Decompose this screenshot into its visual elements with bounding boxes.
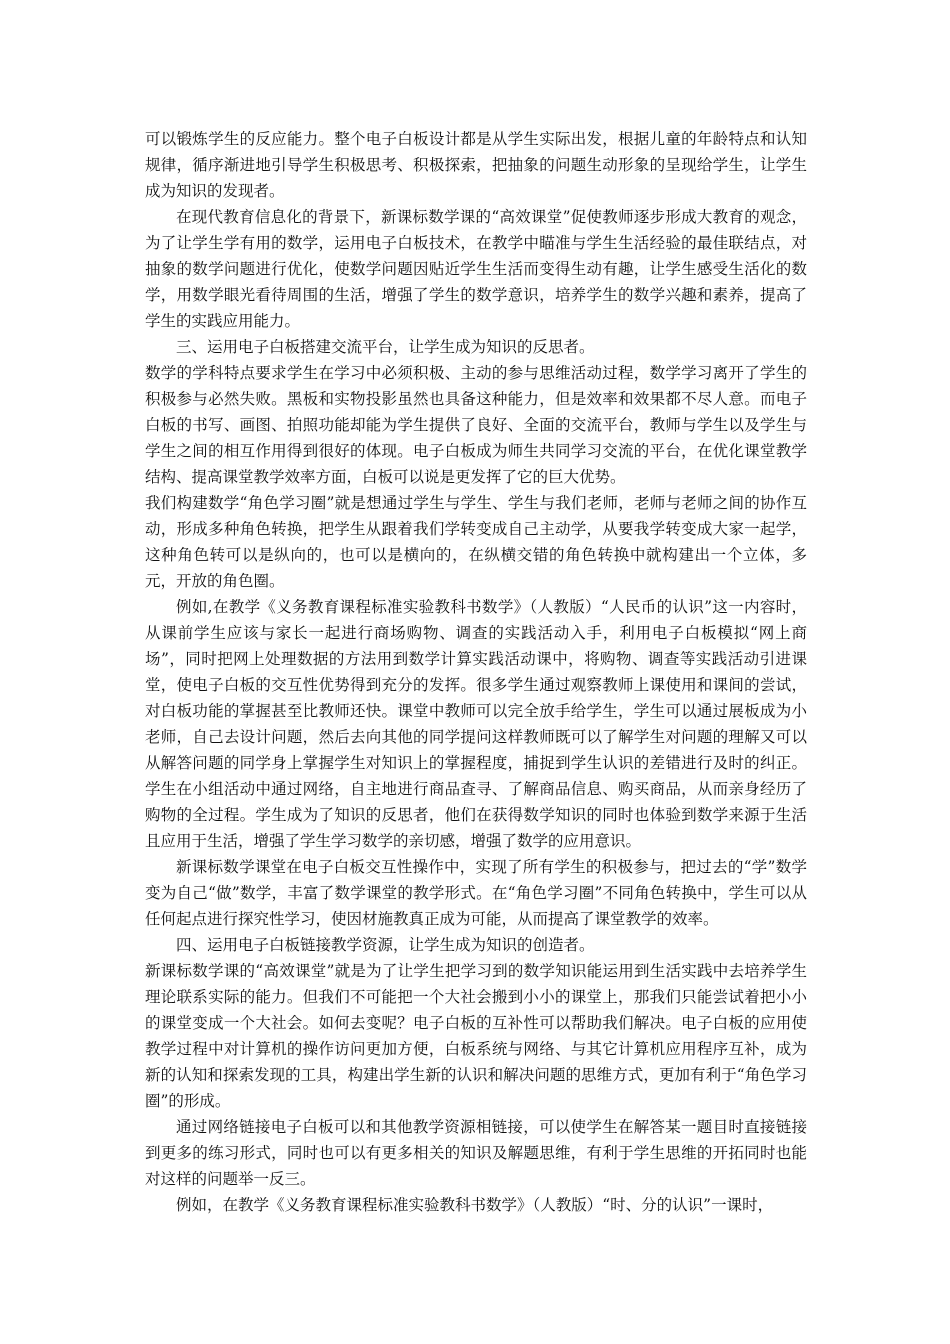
paragraph-9: 新课标数学课的“高效课堂”就是为了让学生把学习到的数学知识能运用到生活实践中去培养学生理论联系实际的能力。但我们不可能把一个大社会搬到小小的课堂上，那我们只能尝试着把小小的课堂变成一个大社会。如何去变呢？电子白板的互补性可以帮助我们解决。电子白板的应用使教学过程中对计算机的操作访问更加方便，白板系统与网络、与其它计算机应用程序互补，成为新的认知和探索发现的工具，构建出学生新的认识和解决问题的思维方式，更加有利于“角色学习圈”的形成。 bbox=[145, 962, 807, 1110]
paragraph-6: 例如,在教学《义务教育课程标准实验教科书数学》（人教版）“人民币的认识”这一内容时，从课前学生应该与家长一起进行商场购物、调查的实践活动入手，利用电子白板模拟“网上商场”，同时把网上处理数据的方法用到数学计算实践活动课中，将购物、调查等实践活动引进课堂，使电子白板的交互性优势得到充分的发挥。很多学生通过观察教师上课使用和课间的尝试，对白板功能的掌握甚至比教师还快。课堂中教师可以完全放手给学生，学生可以通过展板成为小老师，自己去设计问题，然后去向其他的同学提问这样教师既可以了解学生对问题的理解又可以从解答问题的同学身上掌握学生对知识上的掌握程度，捕捉到学生认识的差错进行及时的纠正。学生在小组活动中通过网络，自主地进行商品查寻、了解商品信息、购买商品，从而亲身经历了购物的全过程。学生成为了知识的反思者，他们在获得数学知识的同时也体验到数学来源于生活且应用于生活，增强了学生学习数学的亲切感，增强了数学的应用意识。 bbox=[145, 598, 807, 850]
paragraph-11: 例如，在教学《义务教育课程标准实验教科书数学》（人教版）“时、分的认识”一课时， bbox=[176, 1196, 774, 1214]
paragraph-2: 在现代教育信息化的背景下，新课标数学课的“高效课堂”促使教师逐步形成大教育的观念，为了让学生学有用的数学，运用电子白板技术，在教学中瞄准与学生生活经验的最佳联结点，对抽象的数学问题进行优化，使数学问题因贴近学生生活而变得生动有趣，让学生感受生活化的数学，用数学眼光看待周围的生活，增强了学生的数学意识，培养学生的数学兴趣和素养，提高了学生的实践应用能力。 bbox=[145, 208, 807, 330]
paragraph-5: 我们构建数学“角色学习圈”就是想通过学生与学生、学生与我们老师，老师与老师之间的协作互动，形成多种角色转换，把学生从跟着我们学转变成自己主动学，从要我学转变成大家一起学，这种角色转可以是纵向的，也可以是横向的，在纵横交错的角色转换中就构建出一个立体，多元，开放的角色圈。 bbox=[145, 494, 807, 590]
document-body bbox=[145, 126, 807, 1218]
paragraph-10: 通过网络链接电子白板可以和其他教学资源相链接，可以使学生在解答某一题目时直接链接到更多的练习形式，同时也可以有更多相关的知识及解题思维，有利于学生思维的开拓同时也能对这样的问题举一反三。 bbox=[145, 1118, 807, 1188]
paragraph-1: 可以锻炼学生的反应能力。整个电子白板设计都是从学生实际出发，根据儿童的年龄特点和认知规律，循序渐进地引导学生积极思考、积极探索，把抽象的问题生动形象的呈现给学生，让学生成为知识的发现者。 bbox=[145, 130, 807, 200]
section-heading-4: 四、运用电子白板链接教学资源，让学生成为知识的创造者。 bbox=[176, 936, 595, 954]
section-heading-3: 三、运用电子白板搭建交流平台，让学生成为知识的反思者。 bbox=[176, 338, 595, 356]
paragraph-7: 新课标数学课堂在电子白板交互性操作中，实现了所有学生的积极参与，把过去的“学”数学变为自己“做”数学，丰富了数学课堂的教学形式。在“角色学习圈”不同角色转换中，学生可以从任何起点进行探究性学习，使因材施教真正成为可能，从而提高了课堂教学的效率。 bbox=[145, 858, 807, 928]
paragraph-4: 数学的学科特点要求学生在学习中必须积极、主动的参与思维活动过程，数学学习离开了学生的积极参与必然失败。黑板和实物投影虽然也具备这种能力，但是效率和效果都不尽人意。而电子白板的书写、画图、拍照功能却能为学生提供了良好、全面的交流平台，教师与学生以及学生与学生之间的相互作用得到很好的体现。电子白板成为师生共同学习交流的平台，在优化课堂教学结构、提高课堂教学效率方面，白板可以说是更发挥了它的巨大优势。 bbox=[145, 364, 807, 486]
